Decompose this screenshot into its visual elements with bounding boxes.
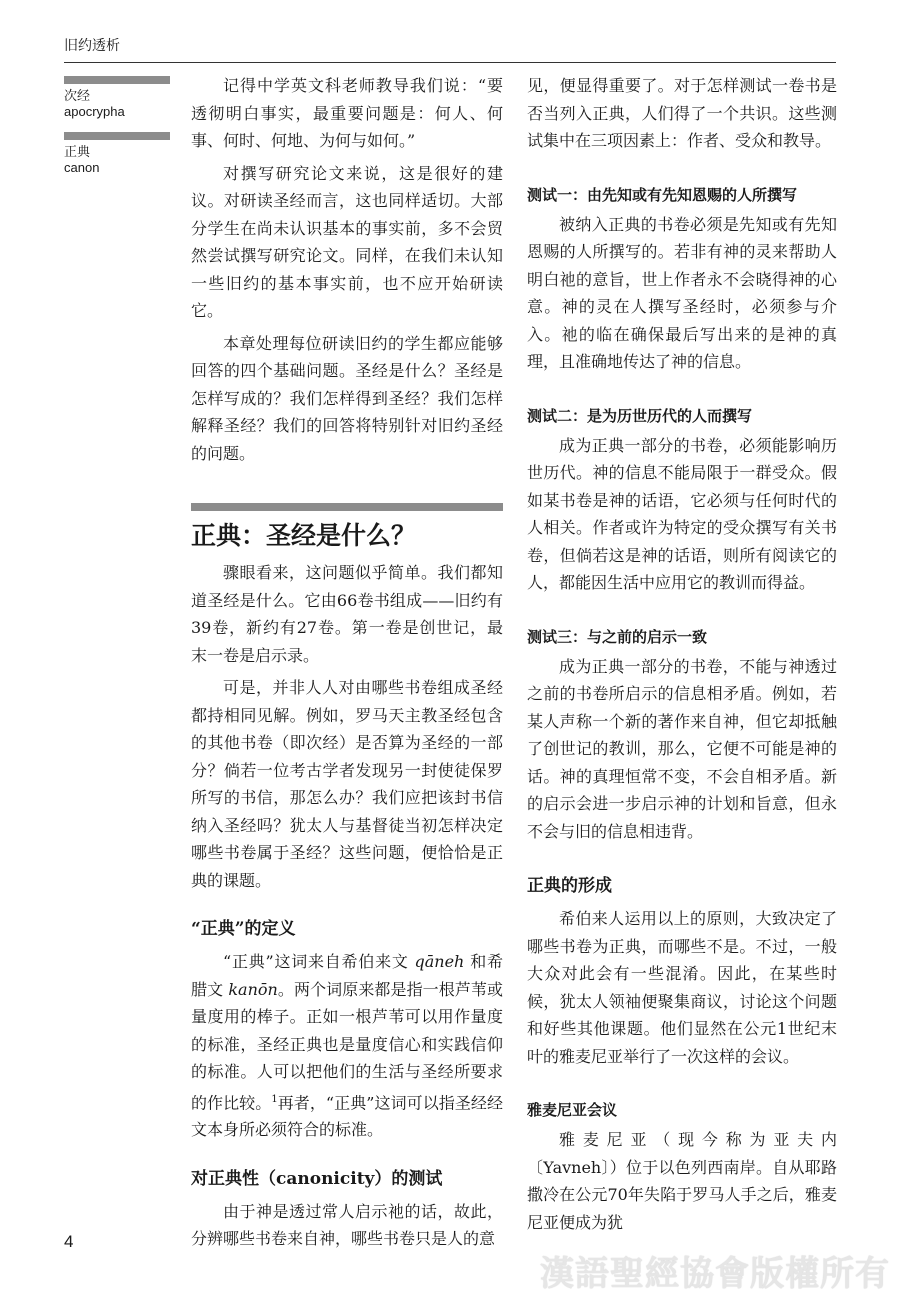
glossary-entry-apocrypha xyxy=(64,76,170,120)
formation-paragraph: 希伯来人运用以上的原则，大致决定了哪些书卷为正典，而哪些不是。不过，一般大众对此会有一些混淆。因此，在某些时候，犹太人领袖便聚集商议，讨论这个问题和好些其他课题。他们显然在公元1世纪末叶的雅麦尼亚举行了一次这样的会议。 xyxy=(527,909,837,1066)
glossary-bar xyxy=(64,132,170,140)
jamnia-paragraph: 雅麦尼亚（现今称为亚夫内〔Yavneh〕）位于以色列西南岸。自从耶路撒冷在公元70年失陷于罗马人手之后，雅麦尼亚便成为犹 xyxy=(527,1130,837,1232)
section-divider-bar xyxy=(191,503,503,511)
left-column xyxy=(191,72,503,1253)
definition-text: “正典”这词来自希伯来文 xyxy=(223,952,409,971)
intro-paragraph: 记得中学英文科老师教导我们说：“要透彻明白事实，最重要问题是：何人、何事、何时、何地、为何与如何。” xyxy=(191,76,503,150)
test-one-paragraph: 被纳入正典的书卷必须是先知或有先知恩赐的人所撰写的。若非有神的灵来帮助人明白祂的意旨，世上作者永不会晓得神的心意。神的灵在人撰写圣经时，必须参与介入。祂的临在确保最后写出来的是神的真理，且准确地传达了神的信息。 xyxy=(527,214,837,371)
section-title: 正典：圣经是什么？ xyxy=(191,521,417,550)
running-header xyxy=(64,36,836,63)
definition-heading: “正典”的定义 xyxy=(191,919,296,939)
canonicity-test-paragraph: 由于神是透过常人启示祂的话，故此，分辨哪些书卷来自神，哪些书卷只是人的意 xyxy=(191,1201,503,1249)
intro-paragraph: 对撰写研究论文来说，这是很好的建议。对研读圣经而言，这也同样适切。大部分学生在尚未认识基本的事实前，多不会贸然尝试撰写研究论文。同样，在我们未认知一些旧约的基本事实前，也不应开始研读它。 xyxy=(191,163,503,320)
glossary-english: apocrypha xyxy=(64,104,125,119)
intro-paragraph: 本章处理每位研读旧约的学生都应能够回答的四个基础问题。圣经是什么？圣经是怎样写成的？我们怎样得到圣经？我们怎样解释圣经？我们的回答将特别针对旧约圣经的问题。 xyxy=(191,333,503,463)
right-column xyxy=(527,72,837,1236)
page-number: 4 xyxy=(64,1232,74,1251)
definition-text: 再者，“正典”这词可以指圣经经文本身所必须符合的标准。 xyxy=(191,1092,503,1140)
glossary-term: 正典 xyxy=(64,144,91,159)
greek-term: kanōn xyxy=(228,979,278,999)
test-one-heading: 测试一：由先知或有先知恩赐的人所撰写 xyxy=(527,185,798,204)
footnote-marker[interactable]: 1 xyxy=(271,1093,278,1105)
test-three-heading: 测试三：与之前的启示一致 xyxy=(527,627,708,646)
glossary-bar xyxy=(64,76,170,84)
definition-paragraph xyxy=(191,948,503,1144)
formation-heading: 正典的形成 xyxy=(527,876,612,896)
glossary-entry-canon xyxy=(64,132,170,176)
section-paragraph: 骤眼看来，这问题似乎简单。我们都知道圣经是什么。它由66卷书组成——旧约有39卷，新约有27卷。第一卷是创世记，最末一卷是启示录。 xyxy=(191,563,503,665)
test-two-heading: 测试二：是为历世历代的人而撰写 xyxy=(527,406,753,425)
glossary-english: canon xyxy=(64,160,100,175)
canonicity-test-heading: 对正典性（canonicity）的测试 xyxy=(191,1168,443,1189)
test-two-paragraph: 成为正典一部分的书卷，必须能影响历世历代。神的信息不能局限于一群受众。假如某书卷是神的话语，它必须与任何时代的人相关。作者或许为特定的受众撰写有关书卷，但倘若这是神的话语，则所有阅读它的人，都能因生活中应用它的教训而得益。 xyxy=(527,435,837,592)
section-paragraph: 可是，并非人人对由哪些书卷组成圣经都持相同见解。例如，罗马天主教圣经包含的其他书卷（即次经）是否算为圣经的一部分？倘若一位考古学者发现另一封使徒保罗所写的书信，那怎么办？我们应把该封书信纳入圣经吗？犹太人与基督徒当初怎样决定哪些书卷属于圣经？这些问题，便恰恰是正典的课题。 xyxy=(191,678,503,890)
hebrew-term: qāneh xyxy=(414,952,465,971)
running-title: 旧约透析 xyxy=(64,38,120,54)
copyright-watermark: 漢語聖經協會版權所有 xyxy=(540,1254,890,1294)
definition-text: 和希腊文 xyxy=(191,952,503,999)
definition-text: 。两个词原来都是指一根芦苇或量度用的棒子。正如一根芦苇可以用作量度的标准，圣经正典也是量度信心和实践信仰的标准。人可以把他们的生活与圣经所要求的作比较。 xyxy=(191,979,503,1112)
glossary-term: 次经 xyxy=(64,88,91,103)
jamnia-heading: 雅麦尼亚会议 xyxy=(527,1101,618,1119)
continued-paragraph: 见，便显得重要了。对于怎样测试一卷书是否当列入正典，人们得了一个共识。这些测试集中在三项因素上：作者、受众和教导。 xyxy=(527,76,837,150)
test-three-paragraph: 成为正典一部分的书卷，不能与神透过之前的书卷所启示的信息相矛盾。例如，若某人声称一个新的著作来自神，但它却抵触了创世记的教训，那么，它便不可能是神的话。神的真理恒常不变，不会自相矛盾。新的启示会进一步启示神的计划和旨意，但永不会与旧的信息相违背。 xyxy=(527,656,837,841)
